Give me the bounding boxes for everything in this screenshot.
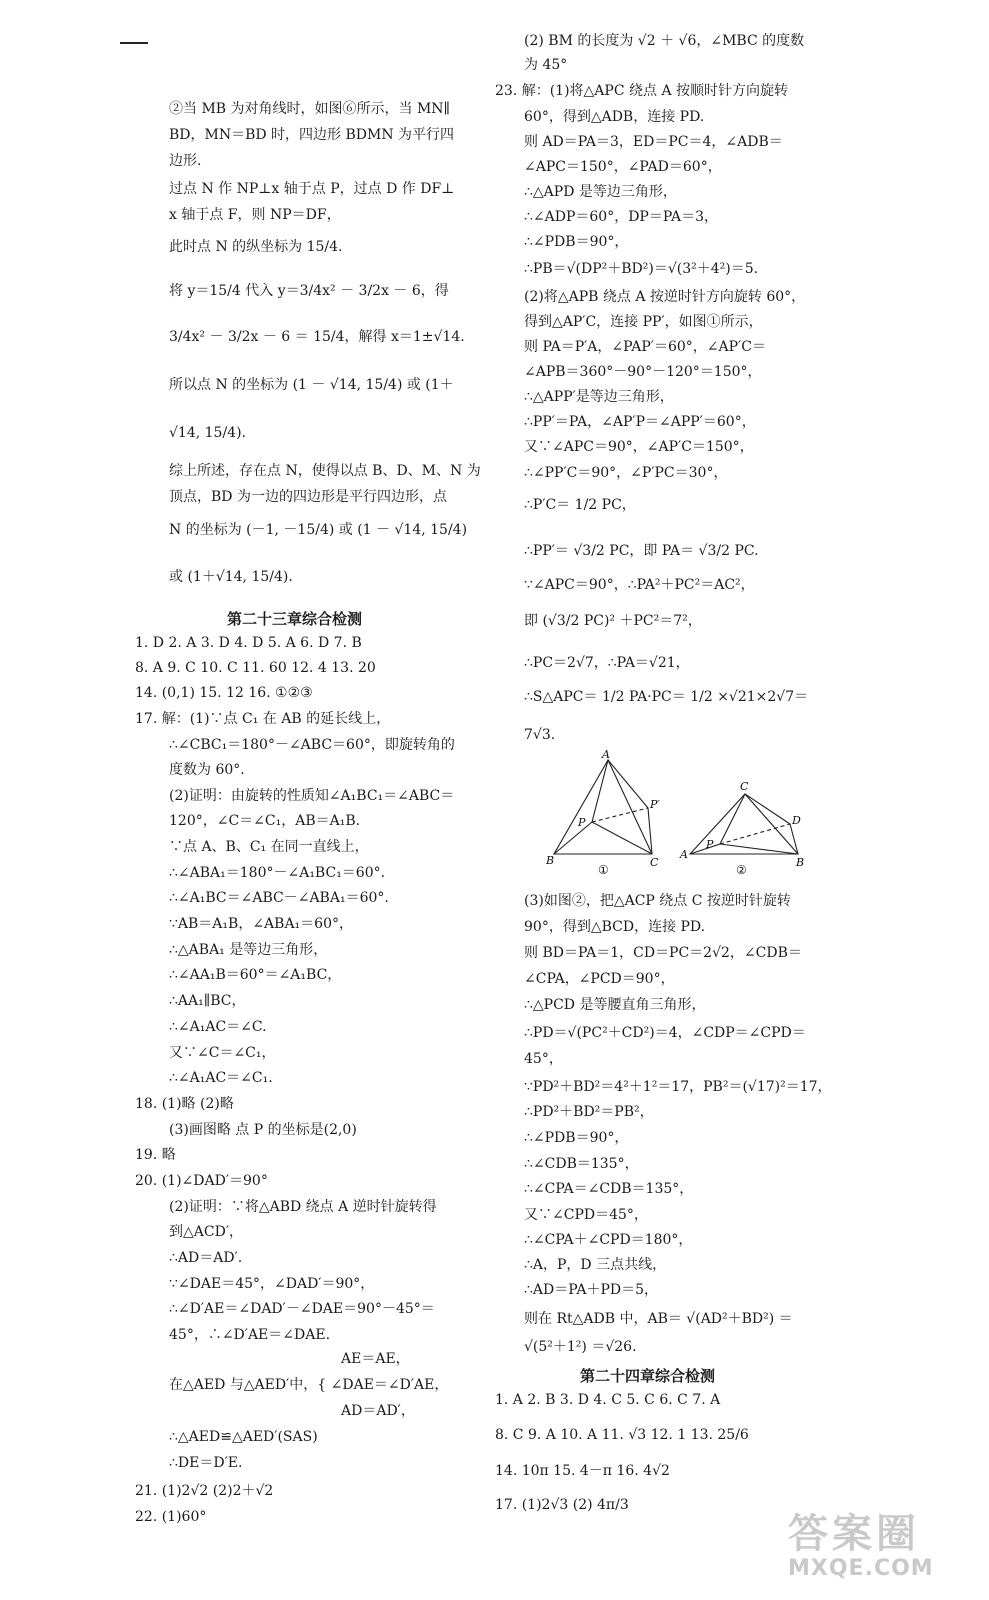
text-line: ∴∠A₁BC＝∠ABC－∠ABA₁＝60°. <box>169 890 389 906</box>
text-line: 则 PA＝P′A，∠PAP′＝60°，∠AP′C＝ <box>524 339 766 355</box>
answer-row: 1. D 2. A 3. D 4. D 5. A 6. D 7. B <box>135 635 362 651</box>
text-line: ∴△AED≌△AED′(SAS) <box>169 1429 318 1445</box>
text-line: 45°，∴∠D′AE＝∠DAE. <box>169 1327 331 1343</box>
triangle-abc <box>554 760 652 854</box>
figure-1-caption: ① <box>598 863 609 877</box>
figure-labels <box>545 748 804 869</box>
label-p2: P <box>706 838 714 851</box>
text-line: √14, 15/4). <box>169 425 246 441</box>
text-line: BD，MN＝BD 时，四边形 BDMN 为平行四 <box>169 127 455 143</box>
label-a2: A <box>680 848 688 861</box>
text-line: (2)证明：由旋转的性质知∠A₁BC₁＝∠ABC＝ <box>169 788 455 804</box>
text-line: 19. 略 <box>135 1147 176 1163</box>
text-line: 又∵∠C＝∠C₁， <box>169 1045 276 1061</box>
text-line: ∵点 A、B、C₁ 在同一直线上， <box>169 839 369 855</box>
text-line: ∴∠A₁AC＝∠C. <box>169 1019 267 1035</box>
answer-row: 14. (0,1) 15. 12 16. ①②③ <box>135 685 313 701</box>
segment-pd-dashed <box>720 824 790 844</box>
text-line: 将 y＝15/4 代入 y＝3/4x² － 3/2x － 6，得 <box>169 283 449 299</box>
watermark-text: 答案圈 <box>788 1511 920 1557</box>
text-line: ∵AB＝A₁B，∠ABA₁＝60°， <box>169 916 353 932</box>
text-line: ∴PD²＋BD²＝PB²， <box>524 1104 654 1120</box>
text-line: 20. (1)∠DAD′＝90° <box>135 1173 268 1189</box>
text-line: ∴PC＝2√7，∴PA＝√21， <box>524 655 690 671</box>
page-corner-mark <box>120 42 148 44</box>
text-line: ∴DE＝D′E. <box>169 1455 243 1471</box>
brace-line: 在△AED 与△AED′中，{ ∠DAE＝∠D′AE， <box>169 1377 449 1393</box>
text-line: 为 45° <box>524 57 568 73</box>
watermark <box>788 1512 968 1592</box>
text-line: 或 (1＋√14, 15/4). <box>169 569 293 585</box>
text-line: 此时点 N 的纵坐标为 15/4. <box>169 239 343 255</box>
text-line: 即 (√3/2 PC)² ＋PC²＝7²， <box>524 613 702 629</box>
text-line: ∵PD²＋BD²＝4²＋1²＝17，PB²＝(√17)²＝17， <box>524 1079 832 1095</box>
text-line: 又∵∠CPD＝45°， <box>524 1207 648 1223</box>
text-line: 90°，得到△BCD，连接 PD. <box>524 919 706 935</box>
text-line: ②当 MB 为对角线时，如图⑥所示，当 MN∥ <box>169 101 451 117</box>
label-b: B <box>546 854 555 867</box>
label-p: P <box>578 816 586 829</box>
text-line: ∴∠ABA₁＝180°－∠A₁BC₁＝60°. <box>169 865 386 881</box>
text-line: ∴AD＝PA＋PD＝5， <box>524 1282 659 1298</box>
geometry-figures <box>540 748 820 878</box>
answer-row: 8. A 9. C 10. C 11. 60 12. 4 13. 20 <box>135 660 376 676</box>
answer-row: 8. C 9. A 10. A 11. √3 12. 1 13. 25/6 <box>495 1427 749 1443</box>
text-line: ∴∠CPA＋∠CPD＝180°， <box>524 1232 693 1248</box>
answer-row: 17. (1)2√3 (2) 4π/3 <box>495 1497 629 1513</box>
text-line: ∴∠ADP＝60°，DP＝PA＝3， <box>524 209 719 225</box>
text-line: 度数为 60°. <box>169 762 245 778</box>
text-line: ∴∠D′AE＝∠DAD′－∠DAE＝90°－45°＝ <box>169 1301 435 1317</box>
text-line: 则在 Rt△ADB 中，AB＝ √(AD²＋BD²) ＝ <box>524 1311 793 1327</box>
label-p-prime: P′ <box>650 798 660 811</box>
text-line: 45°， <box>524 1051 563 1067</box>
section-heading-ch23: 第二十三章综合检测 <box>227 610 363 628</box>
text-line: 到△ACD′， <box>169 1224 243 1240</box>
text-line: (2)证明：∵将△ABD 绕点 A 逆时针旋转得 <box>169 1199 437 1215</box>
text-line: (3)画图略 点 P 的坐标是(2,0) <box>169 1122 357 1138</box>
text-line: 21. (1)2√2 (2)2＋√2 <box>135 1483 274 1499</box>
brace-line: AE＝AE， <box>341 1351 410 1367</box>
text-line: 综上所述，存在点 N，使得以点 B、D、M、N 为 <box>169 463 481 479</box>
text-line: 18. (1)略 (2)略 <box>135 1096 234 1112</box>
text-line: ∴△APD 是等边三角形， <box>524 184 677 200</box>
answer-row: 1. A 2. B 3. D 4. C 5. C 6. C 7. A <box>495 1392 721 1408</box>
text-line: 120°，∠C＝∠C₁，AB＝A₁B. <box>169 813 361 829</box>
text-line: (3)如图②，把△ACP 绕点 C 按逆时针旋转 <box>524 893 791 909</box>
text-line: (2) BM 的长度为 √2 ＋ √6，∠MBC 的度数 <box>524 33 805 49</box>
segments-from-p <box>554 760 652 854</box>
text-line: ∠CPA，∠PCD＝90°， <box>524 971 675 987</box>
text-line: ∴∠AA₁B＝60°＝∠A₁BC， <box>169 967 342 983</box>
text-line: ∴∠A₁AC＝∠C₁. <box>169 1070 273 1086</box>
text-line: 又∵∠APC＝90°，∠AP′C＝150°， <box>524 439 754 455</box>
text-line: ∴∠CBC₁＝180°－∠ABC＝60°，即旋转角的 <box>169 737 455 753</box>
text-line: ∴△ABA₁ 是等边三角形， <box>169 942 328 958</box>
text-line: 23. 解：(1)将△APC 绕点 A 按顺时针方向旋转 <box>495 83 789 99</box>
text-line: ∴S△APC＝ 1/2 PA·PC＝ 1/2 ×√21×2√7＝ <box>524 689 809 705</box>
text-line: 边形. <box>169 153 202 169</box>
text-line: ∴PB＝√(DP²＋BD²)＝√(3²＋4²)＝5. <box>524 261 759 277</box>
segment-pp-dashed <box>592 808 648 822</box>
watermark-url: MXQE.COM <box>788 1556 934 1581</box>
text-line: ∴P′C＝ 1/2 PC， <box>524 497 636 513</box>
text-line: 22. (1)60° <box>135 1509 207 1525</box>
text-line: ∴∠PDB＝90°， <box>524 234 629 250</box>
text-line: ∵∠APC＝90°，∴PA²＋PC²＝AC²， <box>524 577 755 593</box>
text-line: ∠APB＝360°－90°－120°＝150°， <box>524 364 762 380</box>
text-line: 17. 解：(1)∵点 C₁ 在 AB 的延长线上， <box>135 711 391 727</box>
answer-row: 14. 10π 15. 4－π 16. 4√2 <box>495 1463 670 1479</box>
label-b2: B <box>796 856 805 869</box>
label-c: C <box>650 856 659 869</box>
text-line: ∴AA₁∥BC， <box>169 993 246 1009</box>
label-a: A <box>602 748 610 761</box>
text-line: N 的坐标为 (－1, －15/4) 或 (1 － √14, 15/4) <box>169 522 468 538</box>
text-line: √(5²＋1²) ＝√26. <box>524 1339 637 1355</box>
text-line: 则 AD＝PA＝3，ED＝PC＝4，∠ADB＝ <box>524 134 783 150</box>
text-line: ∠APC＝150°，∠PAD＝60°， <box>524 159 722 175</box>
text-line: 60°，得到△ADB，连接 PD. <box>524 109 705 125</box>
text-line: ∴PD＝√(PC²＋CD²)＝4，∠CDP＝∠CPD＝ <box>524 1025 806 1041</box>
label-d2: D <box>792 814 801 827</box>
text-line: ∴∠PDB＝90°， <box>524 1130 629 1146</box>
text-line: 得到△AP′C，连接 PP′，如图①所示， <box>524 314 763 330</box>
section-heading-ch24: 第二十四章综合检测 <box>580 1367 716 1385</box>
text-line: ∴△PCD 是等腰直角三角形， <box>524 997 706 1013</box>
text-line: ∴∠CDB＝135°， <box>524 1156 639 1172</box>
text-line: ∴AD＝AD′. <box>169 1250 243 1266</box>
text-line: ∴∠CPA＝∠CDB＝135°， <box>524 1181 694 1197</box>
text-line: x 轴于点 F，则 NP＝DF， <box>169 207 341 223</box>
text-line: 过点 N 作 NP⊥x 轴于点 P，过点 D 作 DF⊥ <box>169 181 455 197</box>
label-c2: C <box>740 780 749 793</box>
text-line: 顶点，BD 为一边的四边形是平行四边形，点 <box>169 489 447 505</box>
text-line: 7√3. <box>524 727 556 743</box>
text-line: ∴A，P，D 三点共线， <box>524 1257 667 1273</box>
text-line: 3/4x² － 3/2x － 6 ＝ 15/4，解得 x＝1±√14. <box>169 329 465 345</box>
text-line: ∴PP′＝ √3/2 PC，即 PA＝ √3/2 PC. <box>524 543 759 559</box>
text-line: ∴∠PP′C＝90°，∠P′PC＝30°， <box>524 465 728 481</box>
brace-line: AD＝AD′， <box>341 1403 415 1419</box>
text-line: ∴△APP′是等边三角形， <box>524 389 674 405</box>
figure-1 <box>554 760 652 854</box>
figure-2-caption: ② <box>736 863 747 877</box>
text-line: ∴PP′＝PA，∠AP′P＝∠APP′＝60°， <box>524 414 756 430</box>
text-line: (2)将△APB 绕点 A 按逆时针方向旋转 60°， <box>524 289 806 305</box>
text-line: 则 BD＝PA＝1，CD＝PC＝2√2，∠CDB＝ <box>524 945 802 961</box>
text-line: 所以点 N 的坐标为 (1 － √14, 15/4) 或 (1＋ <box>169 377 454 393</box>
text-line: ∵∠DAE＝45°，∠DAD′＝90°， <box>169 1276 375 1292</box>
